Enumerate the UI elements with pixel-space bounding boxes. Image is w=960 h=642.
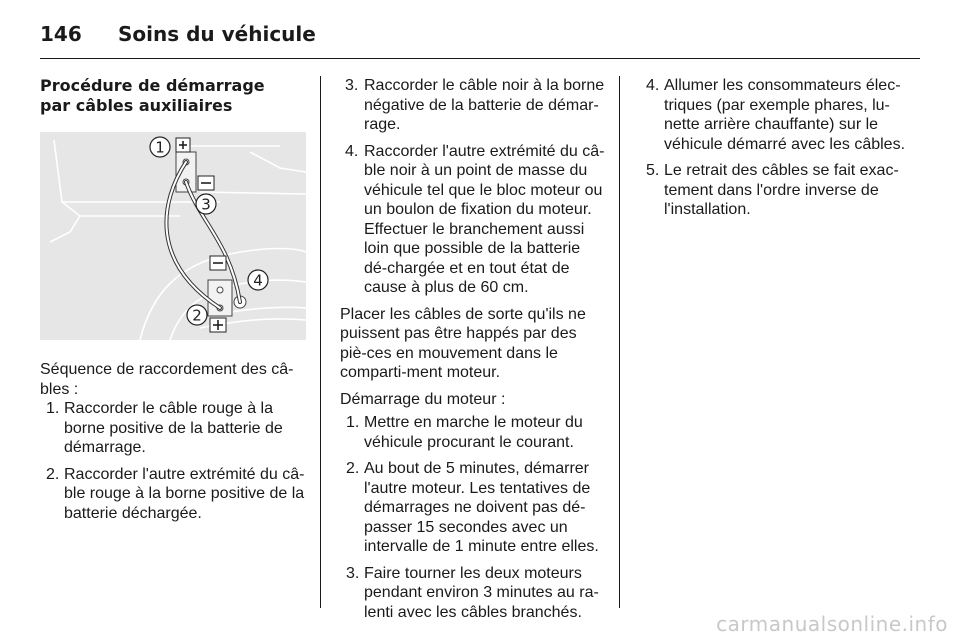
figure-caption: Séquence de raccordement des câ-bles : [40, 361, 294, 398]
step-number: 1. [46, 400, 60, 417]
callout-4 [248, 270, 268, 290]
step-text: Raccorder le câble rouge à la borne positive de la batterie de démarrage. [64, 400, 283, 456]
step-text: Au bout de 5 minutes, démarrer l'autre moteur. Les tentatives de démarrages ne doivent pas dé-passer 15 secondes avec un intervalle de 1 minute entre elles. [364, 460, 599, 555]
engine-start-heading: Démarrage du moteur : [340, 390, 506, 408]
step-text: Raccorder l'autre extrémité du câ-ble noir à un point de masse du véhicule tel que le bloc moteur ou un boulon de fixation du moteur. Effectuer le branchement aussi loin que possible de la batterie dé-chargée et en tout état de cause à plus de 60 cm. [364, 142, 605, 296]
step-number: 2. [346, 460, 360, 477]
page-title: Soins du véhicule [118, 22, 316, 46]
step-number: 1. [346, 414, 360, 431]
page-number: 146 [40, 22, 82, 46]
step-text: Raccorder le câble noir à la borne négative de la batterie de démar-rage. [364, 77, 605, 133]
step-text: Allumer les consommateurs élec-triques (par exemple phares, lu-nette arrière chauffante) sur le véhicule démarré avec les câbles. [664, 77, 906, 153]
list-item [640, 76, 910, 154]
steps-list-3 [640, 76, 910, 220]
step-number: 4. [345, 142, 359, 160]
svg-text:4: 4 [253, 271, 263, 290]
step-number: 2. [46, 465, 60, 483]
svg-text:1: 1 [155, 138, 165, 157]
list-item [340, 459, 605, 557]
step-number: 5. [646, 162, 660, 179]
list-item [340, 413, 605, 452]
list-item [340, 76, 605, 135]
step-text: Le retrait des câbles se fait exac-tement dans l'ordre inverse de l'installation. [664, 162, 899, 218]
callout-2 [187, 305, 207, 325]
step-number: 3. [345, 77, 359, 94]
column-left [40, 76, 305, 523]
list-item [340, 564, 605, 623]
svg-text:3: 3 [201, 195, 211, 214]
section-title: Procédure de démarrage par câbles auxiliaires [40, 76, 265, 115]
header-divider [40, 58, 920, 59]
step-number: 3. [346, 564, 360, 582]
callout-1 [150, 137, 170, 157]
step-text: Raccorder l'autre extrémité du câ-ble rouge à la borne positive de la batterie déchargée. [64, 465, 305, 522]
list-item [340, 142, 605, 298]
watermark: carmanualsonline.info [716, 612, 948, 636]
page-header [40, 18, 920, 58]
step-text: Mettre en marche le moteur du véhicule procurant le courant. [364, 414, 583, 451]
steps-list-1 [40, 399, 305, 523]
column-divider-2 [619, 76, 620, 608]
column-middle [340, 76, 605, 622]
list-item [40, 399, 305, 458]
steps-list-2 [340, 76, 605, 298]
list-item [640, 161, 910, 220]
cable-placement-paragraph: Placer les câbles de sorte qu'ils ne puissent pas être happés par des piè-ces en mouvement dans le comparti-ment moteur. [340, 305, 586, 381]
list-item [40, 465, 305, 524]
figure-background [40, 132, 306, 340]
step-text: Faire tourner les deux moteurs pendant environ 3 minutes au ra-lenti avec les câbles branchés. [364, 564, 599, 621]
jump-start-illustration [40, 132, 306, 340]
engine-start-steps [340, 413, 605, 622]
callout-3 [196, 194, 216, 214]
column-right [640, 76, 910, 220]
step-number: 4. [646, 77, 660, 94]
jump-start-figure [40, 132, 306, 340]
column-divider-1 [320, 76, 321, 608]
svg-text:2: 2 [192, 306, 202, 325]
